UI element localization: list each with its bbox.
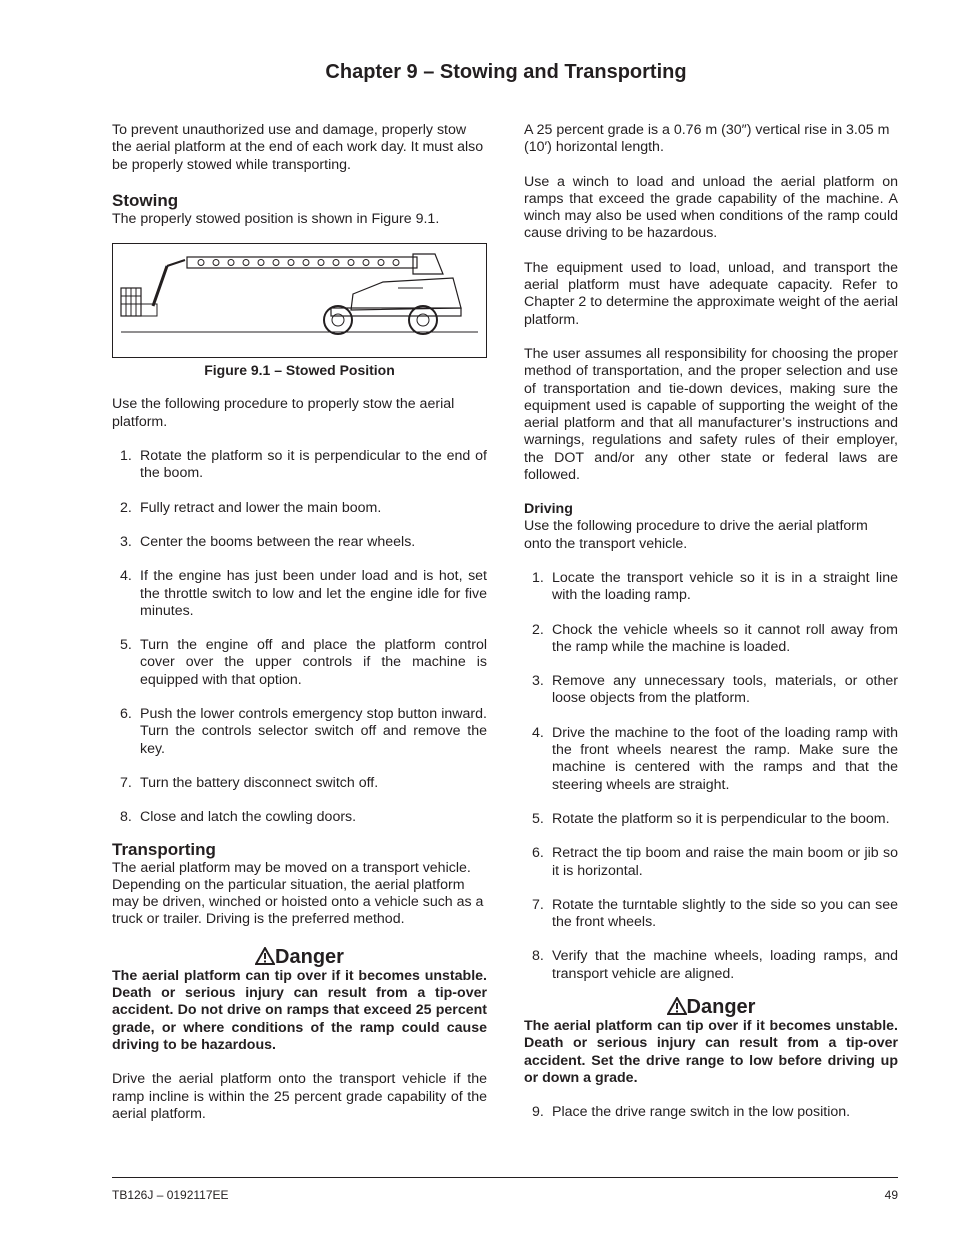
stowing-steps — [112, 448, 487, 826]
warning-icon — [667, 997, 687, 1015]
stowing-text: The properly stowed position is shown in Figure 9.1. — [112, 210, 440, 227]
driving-steps — [524, 570, 898, 983]
winch-text: Use a winch to load and unload the aerial platform on ramps that exceed the grade capability of the machine. A winch may also be used when conditions of the ramp could cause driving to be hazardous. — [524, 173, 898, 242]
list-item: 9. Place the drive range switch in the low position. — [532, 1104, 851, 1121]
danger-text: The aerial platform can tip over if it becomes unstable. Death or serious injury can result from a tip-over accident. Set the drive range to low before driving up or down a grade. — [524, 1017, 898, 1086]
danger-heading: Danger — [524, 996, 898, 1018]
list-item: 8. Verify that the machine wheels, loading ramps, and transport vehicle are aligned. — [532, 948, 898, 982]
list-item: 5. Turn the engine off and place the platform control cover over the upper controls if the machine is equipped with that option. — [120, 637, 487, 688]
list-item: 7. Rotate the turntable slightly to the side so you can see the front wheels. — [532, 896, 898, 931]
transporting-heading: Transporting — [112, 839, 216, 859]
grade-text: A 25 percent grade is a 0.76 m (30″) vertical rise in 3.05 m (10′) horizontal length. — [524, 122, 890, 156]
intro-paragraph: To prevent unauthorized use and damage, properly stow the aerial platform at the end of each work day. It must also be properly stowed while transporting. — [112, 122, 484, 173]
drive-text: Drive the aerial platform onto the transport vehicle if the ramp incline is within the 25 percent grade capability of the aerial platform. — [112, 1071, 487, 1122]
user-text: The user assumes all responsibility for choosing the proper method of transportation, and the proper selection and use of transportation and tie-down devices, making sure the equipment used is capable of supporting the weight of the aerial platform and that all manufacturer’s instructions and warnings, regulations and safety rules of their employer, the DOT and/or any other state or federal laws are followed. — [524, 345, 898, 484]
warning-icon — [255, 947, 275, 965]
list-item: 2. Fully retract and lower the main boom. — [120, 499, 382, 516]
driving-intro: Use the following procedure to drive the aerial platform onto the transport vehicle. — [524, 518, 868, 552]
page-number: 49 — [884, 1188, 898, 1202]
danger-heading: Danger — [112, 946, 487, 968]
list-item: 8. Close and latch the cowling doors. — [120, 809, 357, 826]
document-id: TB126J – 0192117EE — [112, 1188, 229, 1202]
list-item: 3. Remove any unnecessary tools, materials, or other loose objects from the platform. — [532, 673, 898, 707]
left-column — [112, 122, 487, 1123]
list-item: 3. Center the booms between the rear wheels. — [120, 533, 416, 550]
list-item: 7. Turn the battery disconnect switch off. — [120, 774, 379, 791]
driving-final-step — [524, 1104, 898, 1121]
stowing-heading: Stowing — [112, 190, 179, 210]
procedure-intro: Use the following procedure to properly stow the aerial platform. — [112, 396, 455, 430]
equipment-text: The equipment used to load, unload, and transport the aerial platform must have adequate capacity. Refer to Chapter 2 to determine the approximate weight of the aerial platform. — [524, 259, 898, 328]
list-item: 2. Chock the vehicle wheels so it cannot roll away from the ramp while the machine is loaded. — [532, 621, 898, 655]
footer-divider — [112, 1177, 898, 1178]
transporting-text: The aerial platform may be moved on a transport vehicle. Depending on the particular situation, the aerial platform may be driven, winched or hoisted onto a vehicle such as a truck or trailer. Driving is the preferred method. — [112, 859, 484, 928]
list-item: 4. If the engine has just been under load and is hot, set the throttle switch to low and let the engine idle for five minutes. — [120, 568, 487, 619]
list-item: 4. Drive the machine to the foot of the loading ramp with the front wheels nearest the ramp. Make sure the machine is centered with the ramps and that the steering wheels are straight. — [532, 724, 898, 793]
page-title: Chapter 9 – Stowing and Transporting — [325, 61, 687, 83]
driving-heading: Driving — [524, 501, 573, 518]
right-column — [524, 122, 898, 1138]
stowed-position-figure — [112, 243, 487, 358]
list-item: 5. Rotate the platform so it is perpendicular to the boom. — [532, 810, 890, 827]
list-item: 1. Rotate the platform so it is perpendicular to the end of the boom. — [120, 448, 487, 482]
list-item: 6. Push the lower controls emergency stop button inward. Turn the controls selector switch off and remove the key. — [120, 706, 487, 757]
list-item: 1. Locate the transport vehicle so it is in a straight line with the loading ramp. — [532, 569, 898, 604]
figure-caption: Figure 9.1 – Stowed Position — [204, 362, 395, 379]
aerial-platform-illustration — [113, 244, 486, 357]
danger-text: The aerial platform can tip over if it becomes unstable. Death or serious injury can result from a tip-over accident. Do not drive on ramps that exceed 25 percent grade, or where conditions of the ramp could cause driving to be hazardous. — [112, 967, 487, 1053]
list-item: 6. Retract the tip boom and raise the main boom or jib so it is horizontal. — [532, 845, 898, 879]
